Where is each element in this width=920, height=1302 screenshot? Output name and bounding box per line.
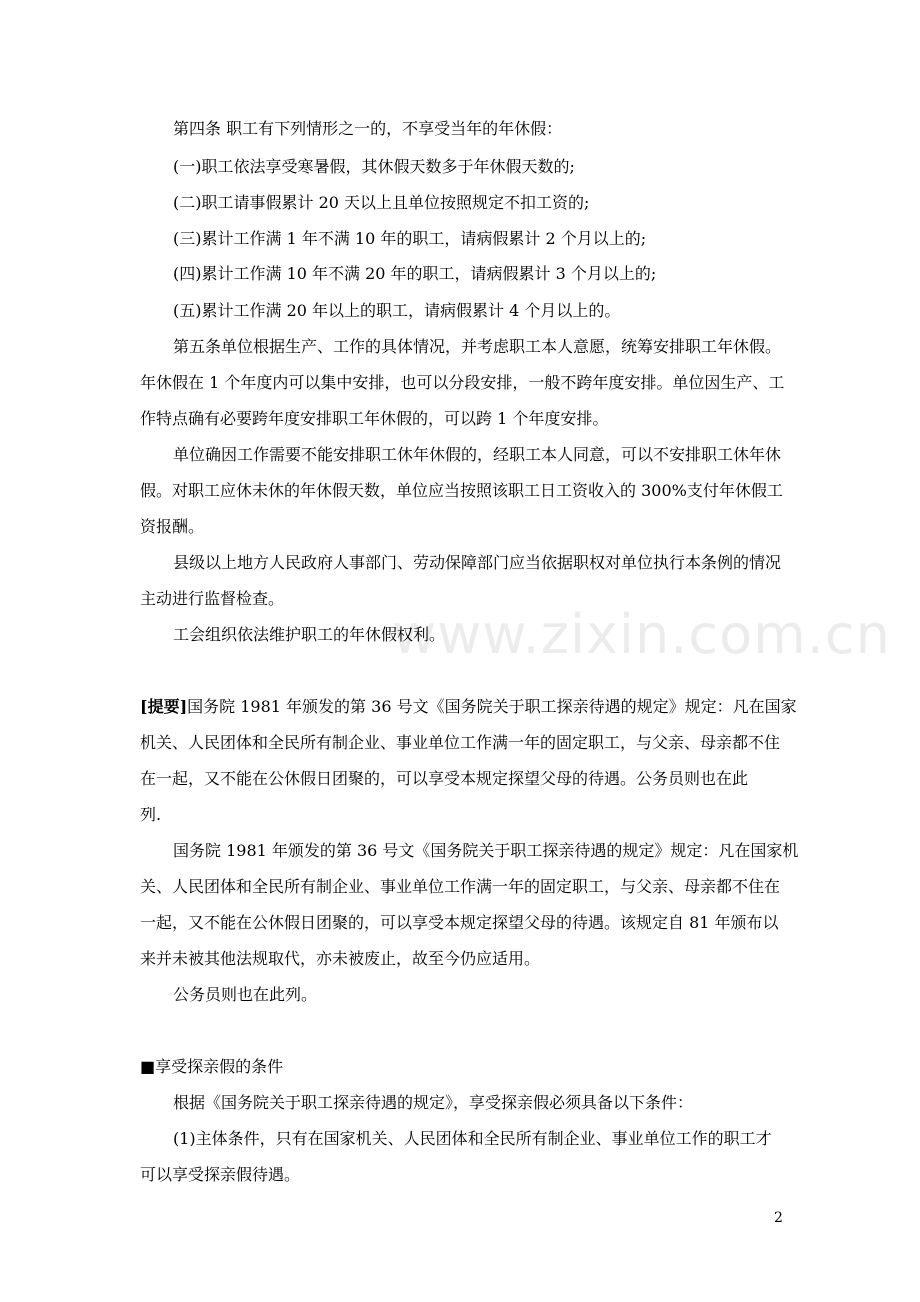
paragraph-supervision-line-2: 主动进行监督检查。 bbox=[140, 589, 285, 608]
article-4-item-1: (一)职工依法享受寒暑假，其休假天数多于年休假天数的; bbox=[173, 157, 575, 176]
article-5-line-1: 第五条单位根据生产、工作的具体情况，并考虑职工本人意愿，统筹安排职工年休假。 bbox=[173, 337, 782, 356]
article-5-line-2: 年休假在 1 个年度内可以集中安排，也可以分段安排，一般不跨年度安排。单位因生产、工 bbox=[140, 373, 785, 392]
summary-line-1-text: 国务院 1981 年颁发的第 36 号文《国务院关于职工探亲待遇的规定》规定：凡在国家 bbox=[187, 697, 797, 716]
section-heading-conditions: ■享受探亲假的条件 bbox=[140, 1057, 284, 1076]
paragraph-regulation-line-3: 一起，又不能在公休假日团聚的，可以享受本规定探望父母的待遇。该规定自 81 年颁布以 bbox=[140, 913, 779, 932]
article-4-heading: 第四条 职工有下列情形之一的，不享受当年的年休假： bbox=[173, 119, 563, 138]
paragraph-supervision-line-1: 县级以上地方人民政府人事部门、劳动保障部门应当依据职权对单位执行本条例的情况 bbox=[173, 553, 782, 572]
summary-line-2: 机关、人民团体和全民所有制企业、事业单位工作满一年的固定职工，与父亲、母亲都不住 bbox=[140, 733, 781, 752]
summary-label: [提要] bbox=[140, 697, 188, 716]
summary-line-4: 列. bbox=[140, 805, 162, 824]
page-number: 2 bbox=[774, 1210, 783, 1226]
condition-1-line-1: (1)主体条件，只有在国家机关、人民团体和全民所有制企业、事业单位工作的职工才 bbox=[173, 1129, 772, 1148]
article-4-item-4: (四)累计工作满 10 年不满 20 年的职工，请病假累计 3 个月以上的; bbox=[173, 264, 657, 283]
paragraph-unit-line-3: 资报酬。 bbox=[140, 517, 205, 536]
summary-line-3: 在一起，又不能在公休假日团聚的，可以享受本规定探望父母的待遇。公务员则也在此 bbox=[140, 769, 749, 788]
paragraph-regulation-line-4: 来并未被其他法规取代，亦未被废止，故至今仍应适用。 bbox=[140, 949, 541, 968]
paragraph-regulation-line-1: 国务院 1981 年颁发的第 36 号文《国务院关于职工探亲待遇的规定》规定：凡在国家机 bbox=[173, 841, 799, 860]
article-4-item-2: (二)职工请事假累计 20 天以上且单位按照规定不扣工资的; bbox=[173, 193, 590, 212]
article-4-item-3: (三)累计工作满 1 年不满 10 年的职工，请病假累计 2 个月以上的; bbox=[173, 229, 647, 248]
paragraph-civil-servants: 公务员则也在此列。 bbox=[173, 985, 318, 1004]
paragraph-unit-line-1: 单位确因工作需要不能安排职工休年休假的，经职工本人同意，可以不安排职工休年休 bbox=[173, 445, 782, 464]
paragraph-union: 工会组织依法维护职工的年休假权利。 bbox=[173, 625, 446, 644]
watermark: www.zixin.com.cn bbox=[392, 603, 891, 666]
summary-line-1 bbox=[140, 697, 797, 717]
conditions-intro: 根据《国务院关于职工探亲待遇的规定》，享受探亲假必须具备以下条件： bbox=[173, 1093, 694, 1112]
paragraph-unit-line-2: 假。对职工应休未休的年休假天数，单位应当按照该职工日工资收入的 300%支付年休假工 bbox=[140, 481, 783, 500]
article-5-line-3: 作特点确有必要跨年度安排职工年休假的，可以跨 1 个年度安排。 bbox=[140, 409, 609, 428]
article-4-item-5: (五)累计工作满 20 年以上的职工，请病假累计 4 个月以上的。 bbox=[173, 301, 621, 320]
paragraph-regulation-line-2: 关、人民团体和全民所有制企业、事业单位工作满一年的固定职工，与父亲、母亲都不住在 bbox=[140, 877, 781, 896]
condition-1-line-2: 可以享受探亲假待遇。 bbox=[140, 1165, 301, 1184]
